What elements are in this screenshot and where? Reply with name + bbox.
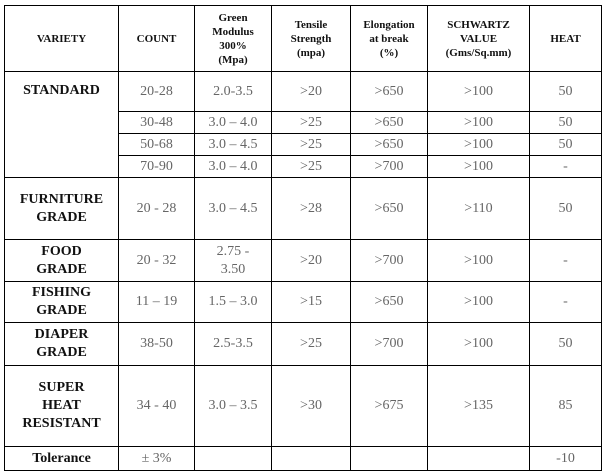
cell-heat: 50 — [530, 178, 602, 240]
cell-elongation: >650 — [351, 134, 428, 156]
cell-schwartz: >100 — [428, 72, 530, 112]
cell-schwartz: >100 — [428, 323, 530, 366]
cell-elongation: >675 — [351, 366, 428, 447]
cell-green-modulus: 2.75 - 3.50 — [195, 240, 272, 282]
header-tensile-strength: Tensile Strength (mpa) — [272, 6, 351, 72]
cell-heat: - — [530, 282, 602, 323]
variety-super-heat-resistant: SUPER HEAT RESISTANT — [5, 366, 119, 447]
cell-elongation: >700 — [351, 323, 428, 366]
cell-tensile: >20 — [272, 240, 351, 282]
cell-tensile: >25 — [272, 112, 351, 134]
table-row — [5, 282, 602, 323]
header-elongation: Elongation at break (%) — [351, 6, 428, 72]
cell-elongation: >650 — [351, 72, 428, 112]
cell-elongation: >650 — [351, 178, 428, 240]
cell-heat: 50 — [530, 72, 602, 112]
cell-green-modulus: 3.0 – 4.0 — [195, 112, 272, 134]
cell-heat: - — [530, 156, 602, 178]
cell-tensile: >28 — [272, 178, 351, 240]
table-row — [5, 240, 602, 282]
tolerance-row — [5, 447, 602, 471]
header-schwartz-value: SCHWARTZ VALUE (Gms/Sq.mm) — [428, 6, 530, 72]
cell-count: 20-28 — [119, 72, 195, 112]
cell-heat: -10 — [530, 447, 602, 471]
header-count: COUNT — [119, 6, 195, 72]
cell-heat: 50 — [530, 112, 602, 134]
cell-green-modulus: 1.5 – 3.0 — [195, 282, 272, 323]
tolerance-label: Tolerance — [5, 447, 119, 471]
cell-tensile: >25 — [272, 134, 351, 156]
cell-tensile: >15 — [272, 282, 351, 323]
cell-schwartz: >100 — [428, 112, 530, 134]
table-row — [5, 72, 602, 112]
cell-tensile: >20 — [272, 72, 351, 112]
variety-food-grade: FOOD GRADE — [5, 240, 119, 282]
cell-schwartz: >100 — [428, 134, 530, 156]
cell-count: 50-68 — [119, 134, 195, 156]
cell-tensile: >25 — [272, 156, 351, 178]
cell-green-modulus: 3.0 – 3.5 — [195, 366, 272, 447]
cell-elongation: >650 — [351, 112, 428, 134]
spec-table — [4, 5, 602, 471]
cell-schwartz: >135 — [428, 366, 530, 447]
variety-diaper-grade: DIAPER GRADE — [5, 323, 119, 366]
variety-standard: STANDARD — [5, 72, 119, 178]
cell-schwartz — [428, 447, 530, 471]
header-row — [5, 6, 602, 72]
table-row — [5, 323, 602, 366]
cell-heat: 50 — [530, 134, 602, 156]
cell-tensile — [272, 447, 351, 471]
cell-green-modulus: 3.0 – 4.5 — [195, 134, 272, 156]
cell-count: 20 - 32 — [119, 240, 195, 282]
cell-count: 38-50 — [119, 323, 195, 366]
header-green-modulus: Green Modulus 300% (Mpa) — [195, 6, 272, 72]
cell-tensile: >30 — [272, 366, 351, 447]
table-row — [5, 178, 602, 240]
header-heat: HEAT — [530, 6, 602, 72]
cell-heat: 50 — [530, 323, 602, 366]
cell-elongation — [351, 447, 428, 471]
cell-count: 11 – 19 — [119, 282, 195, 323]
cell-elongation: >700 — [351, 156, 428, 178]
cell-count: 34 - 40 — [119, 366, 195, 447]
cell-heat: - — [530, 240, 602, 282]
cell-green-modulus: 3.0 – 4.0 — [195, 156, 272, 178]
cell-green-modulus: 2.5-3.5 — [195, 323, 272, 366]
cell-elongation: >700 — [351, 240, 428, 282]
cell-heat: 85 — [530, 366, 602, 447]
cell-count: ± 3% — [119, 447, 195, 471]
cell-elongation: >650 — [351, 282, 428, 323]
header-variety: VARIETY — [5, 6, 119, 72]
cell-green-modulus — [195, 447, 272, 471]
cell-green-modulus: 3.0 – 4.5 — [195, 178, 272, 240]
cell-schwartz: >100 — [428, 156, 530, 178]
table-row — [5, 366, 602, 447]
cell-schwartz: >100 — [428, 282, 530, 323]
cell-count: 20 - 28 — [119, 178, 195, 240]
variety-furniture-grade: FURNITURE GRADE — [5, 178, 119, 240]
cell-schwartz: >100 — [428, 240, 530, 282]
variety-fishing-grade: FISHING GRADE — [5, 282, 119, 323]
cell-schwartz: >110 — [428, 178, 530, 240]
cell-green-modulus: 2.0-3.5 — [195, 72, 272, 112]
cell-count: 30-48 — [119, 112, 195, 134]
cell-count: 70-90 — [119, 156, 195, 178]
cell-tensile: >25 — [272, 323, 351, 366]
